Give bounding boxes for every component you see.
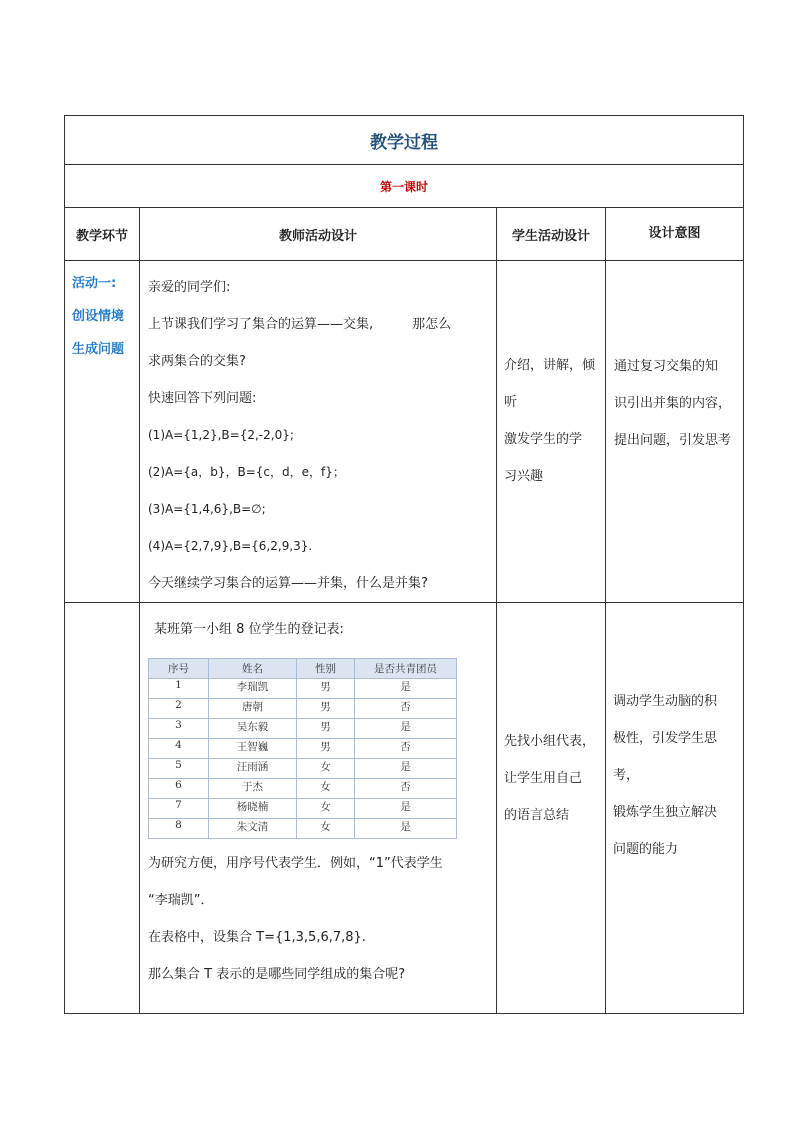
- teacher-line: 今天继续学习集合的运算——并集，什么是并集?: [148, 576, 428, 591]
- registry-cell: 男: [297, 679, 355, 699]
- registry-header: 是否共青团员: [355, 659, 457, 679]
- student-line: 听: [504, 395, 518, 410]
- registry-header: 性别: [297, 659, 355, 679]
- table-row: [149, 739, 457, 759]
- registry-cell: 是: [355, 819, 457, 839]
- design-intent-cell: [606, 261, 744, 603]
- student-line: 介绍，讲解，倾: [504, 358, 596, 373]
- student-line: 激发学生的学: [504, 432, 583, 447]
- registry-cell: 6: [149, 779, 209, 799]
- header-intent: 设计意图: [606, 208, 744, 261]
- registry-cell: 杨晓楠: [209, 799, 297, 819]
- registry-cell: 朱文清: [209, 819, 297, 839]
- registry-cell: 李瑞凯: [209, 679, 297, 699]
- intent-line: 识引出并集的内容，: [614, 396, 732, 411]
- teacher-line: “李瑞凯”．: [148, 893, 214, 908]
- activity-cell-empty: [65, 603, 140, 1014]
- student-activity-cell: [497, 603, 606, 1014]
- registry-cell: 吴东毅: [209, 719, 297, 739]
- registry-cell: 是: [355, 799, 457, 819]
- intent-line: 调动学生动脑的积: [613, 694, 718, 709]
- teacher-line: 亲爱的同学们:: [148, 280, 231, 295]
- design-intent-cell: [606, 603, 744, 1014]
- teacher-followup: [148, 845, 488, 993]
- teacher-activity-cell: [140, 261, 497, 603]
- teacher-line: 为研究方便，用序号代表学生．例如，“1”代表学生: [148, 856, 443, 871]
- registry-cell: 男: [297, 719, 355, 739]
- student-line: 让学生用自己: [504, 771, 583, 786]
- intent-line: 锻炼学生独立解决: [613, 805, 718, 820]
- registry-cell: 女: [297, 779, 355, 799]
- registry-cell: 7: [149, 799, 209, 819]
- registry-header-row: [149, 659, 457, 679]
- lesson-plan-table: [64, 115, 744, 1014]
- question-line: (3)A={1,4,6},B=∅;: [148, 502, 266, 516]
- registry-cell: 是: [355, 759, 457, 779]
- activity-line: 生成问题: [72, 342, 125, 357]
- student-line: 习兴趣: [504, 469, 544, 484]
- registry-cell: 否: [355, 699, 457, 719]
- registry-cell: 男: [297, 739, 355, 759]
- activity-line: 创设情境: [72, 309, 125, 324]
- header-stage: 教学环节: [65, 208, 140, 261]
- registry-cell: 4: [149, 739, 209, 759]
- registry-cell: 8: [149, 819, 209, 839]
- table-row: [149, 719, 457, 739]
- table-row: [149, 779, 457, 799]
- header-student: 学生活动设计: [497, 208, 606, 261]
- registry-cell: 1: [149, 679, 209, 699]
- teacher-line: 快速回答下列问题:: [148, 391, 257, 406]
- registry-cell: 王智巍: [209, 739, 297, 759]
- registry-cell: 唐朝: [209, 699, 297, 719]
- teacher-activity-cell: [140, 603, 497, 1014]
- question-line: (4)A={2,7,9},B={6,2,9,3}.: [148, 539, 313, 553]
- activity-cell: [65, 261, 140, 603]
- student-registry-table: [148, 658, 457, 839]
- registry-cell: 2: [149, 699, 209, 719]
- table-row: [149, 819, 457, 839]
- session-cell: [65, 165, 744, 208]
- teacher-line: 求两集合的交集?: [148, 354, 246, 369]
- student-activity-cell: [497, 261, 606, 603]
- registry-cell: 汪雨涵: [209, 759, 297, 779]
- teacher-line: 那么集合 T 表示的是哪些同学组成的集合呢?: [148, 967, 406, 982]
- student-line: 的语言总结: [504, 808, 570, 823]
- activity-label: 活动一:: [72, 276, 117, 291]
- registry-cell: 是: [355, 679, 457, 699]
- registry-cell: 5: [149, 759, 209, 779]
- registry-intro: 某班第一小组 8 位学生的登记表:: [154, 622, 344, 637]
- registry-cell: 男: [297, 699, 355, 719]
- registry-cell: 女: [297, 799, 355, 819]
- registry-cell: 否: [355, 779, 457, 799]
- table-row: [149, 699, 457, 719]
- header-teacher: 教师活动设计: [140, 208, 497, 261]
- intent-line: 问题的能力: [613, 842, 679, 857]
- registry-cell: 于杰: [209, 779, 297, 799]
- title-cell: [65, 116, 744, 165]
- registry-cell: 否: [355, 739, 457, 759]
- session-label: 第一课时: [379, 179, 428, 194]
- registry-header: 姓名: [209, 659, 297, 679]
- registry-cell: 是: [355, 719, 457, 739]
- intent-line: 通过复习交集的知: [614, 359, 719, 374]
- question-line: (1)A={1,2},B={2,-2,0};: [148, 428, 294, 442]
- intent-line: 提出问题，引发思考: [614, 433, 732, 448]
- teacher-line: 上节课我们学习了集合的运算——交集, 那怎么: [148, 317, 452, 332]
- intent-line: 极性，引发学生思考，: [613, 731, 718, 783]
- student-line: 先找小组代表，: [504, 734, 596, 749]
- question-line: (2)A={a，b}，B={c，d，e，f}；: [148, 465, 345, 479]
- registry-cell: 女: [297, 759, 355, 779]
- registry-cell: 3: [149, 719, 209, 739]
- teacher-line: 在表格中，设集合 T={1,3,5,6,7,8}.: [148, 930, 366, 945]
- table-row: [149, 679, 457, 699]
- registry-cell: 女: [297, 819, 355, 839]
- registry-header: 序号: [149, 659, 209, 679]
- table-row: [149, 799, 457, 819]
- page-title: 教学过程: [370, 132, 438, 153]
- table-row: [149, 759, 457, 779]
